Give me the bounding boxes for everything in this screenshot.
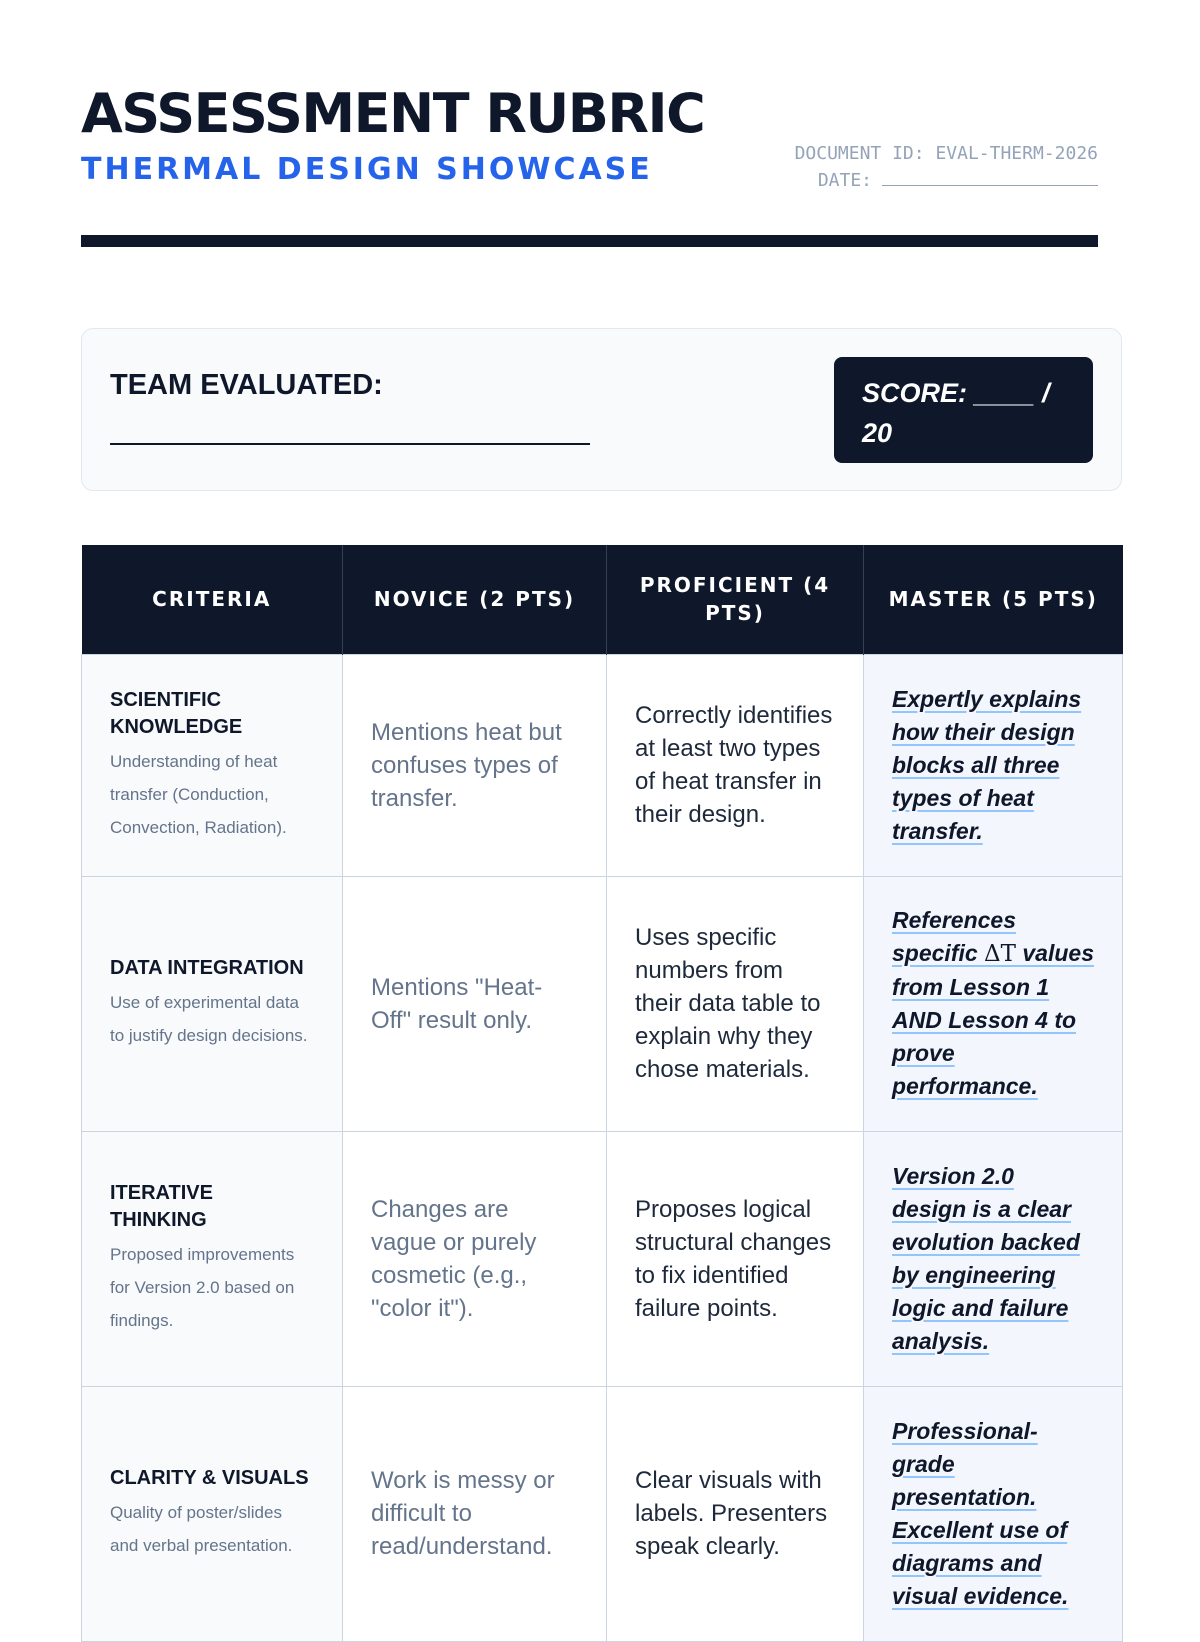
master-description: Professional-grade presentation. Excellent use of diagrams and visual evidence. [892, 1417, 1069, 1609]
criteria-description: Use of experimental data to justify design decisions. [110, 993, 308, 1045]
proficient-cell [607, 876, 864, 1131]
column-header-criteria: CRITERIA [82, 545, 343, 654]
master-description: Expertly explains how their design blocks all three types of heat transfer. [892, 685, 1082, 844]
proficient-cell [607, 1131, 864, 1386]
novice-cell [343, 1131, 607, 1386]
novice-description: Mentions "Heat-Off" result only. [371, 973, 543, 1034]
criteria-name: SCIENTIFIC KNOWLEDGE [110, 688, 243, 738]
novice-cell [343, 1386, 607, 1641]
proficient-description: Clear visuals with labels. Presenters speak clearly. [635, 1467, 828, 1560]
proficient-description: Correctly identifies at least two types of heat transfer in their design. [635, 702, 833, 828]
team-name-blank-line[interactable] [110, 443, 590, 445]
master-cell [864, 1131, 1123, 1386]
criteria-name: ITERATIVE THINKING [110, 1182, 213, 1231]
column-header-master: MASTER (5 PTS) [864, 545, 1123, 654]
proficient-cell [607, 1386, 864, 1641]
table-row [82, 1131, 1123, 1386]
novice-description: Work is messy or difficult to read/understand. [371, 1467, 555, 1560]
master-description: Version 2.0 design is a clear evolution backed by engineering logic and failure analysis. [892, 1162, 1080, 1354]
table-row [82, 1386, 1123, 1641]
criteria-description: Understanding of heat transfer (Conduction, Convection, Radiation). [110, 751, 287, 837]
master-cell [864, 876, 1123, 1131]
date-row [795, 167, 1098, 194]
proficient-description: Uses specific numbers from their data table to explain why they chose materials. [635, 924, 821, 1083]
table-row [82, 654, 1123, 876]
document-header [81, 0, 1098, 246]
criteria-description: Proposed improvements for Version 2.0 based on findings. [110, 1245, 295, 1330]
novice-cell [343, 876, 607, 1131]
date-blank-line[interactable] [882, 168, 1098, 186]
criteria-name: DATA INTEGRATION [110, 957, 304, 979]
proficient-description: Proposes logical structural changes to fix identified failure points. [635, 1195, 832, 1322]
document-meta [795, 140, 1098, 194]
novice-description: Changes are vague or purely cosmetic (e.g., "color it"). [371, 1195, 537, 1322]
team-evaluated-label: TEAM EVALUATED: [110, 369, 383, 401]
master-text-before: References specific [892, 907, 1017, 966]
page-title: ASSESSMENT RUBRIC [81, 82, 705, 145]
document-id: DOCUMENT ID: EVAL-THERM-2026 [794, 143, 1098, 164]
master-text-after: values from Lesson 1 AND Lesson 4 to prove performance. [892, 940, 1094, 1099]
header-divider [81, 235, 1098, 247]
novice-cell [343, 654, 607, 876]
criteria-cell [82, 1386, 343, 1641]
master-cell [864, 654, 1123, 876]
novice-description: Mentions heat but confuses types of transfer. [371, 718, 562, 812]
page-subtitle: THERMAL DESIGN SHOWCASE [81, 152, 653, 187]
master-cell [864, 1386, 1123, 1641]
score-box: SCORE: ____ / 20 [834, 357, 1093, 463]
rubric-table [81, 545, 1123, 1642]
criteria-cell [82, 654, 343, 876]
column-header-proficient: PROFICIENT (4 PTS) [607, 545, 864, 654]
criteria-cell [82, 876, 343, 1131]
criteria-name: CLARITY & VISUALS [110, 1467, 309, 1489]
column-header-novice: NOVICE (2 PTS) [343, 545, 607, 654]
proficient-cell [607, 654, 864, 876]
table-header-row [82, 545, 1123, 654]
criteria-cell [82, 1131, 343, 1386]
date-label: DATE: [817, 170, 872, 191]
table-row [82, 876, 1123, 1131]
team-card [81, 328, 1122, 491]
criteria-description: Quality of poster/slides and verbal presentation. [110, 1503, 293, 1555]
master-description [892, 904, 1094, 1103]
delta-t-symbol: ΔT [984, 941, 1016, 967]
